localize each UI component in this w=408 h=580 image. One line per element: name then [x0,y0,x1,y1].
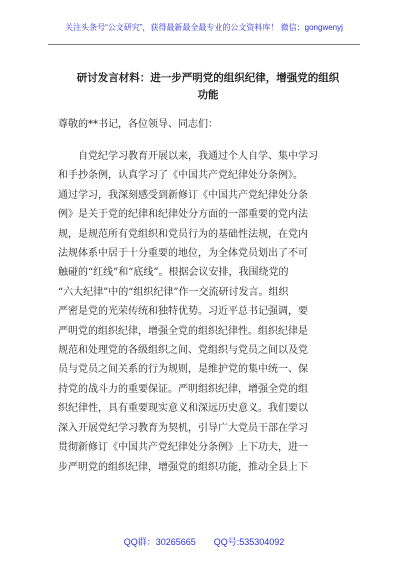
body-line: 触碰的“红线”和“底线”。根据会议安排，我围绕党的 [58,267,289,279]
body-line: 贯彻新修订《中国共产党纪律处分条例》上下功夫，进一 [58,442,308,454]
body-line: 持党的战斗力的重要保证。严明组织纪律，增强全党的组 [58,383,308,395]
title-line: 功能 [197,89,219,101]
body-line: 织纪律性，具有重要现实意义和深远历史意义。我们要以 [58,403,308,415]
body-line: 规，是规范所有党组织和党员行为的基础性法规，在党内 [58,228,308,240]
body-line: 通过学习，我深刻感受到新修订《中国共产党纪律处分条 [58,189,308,201]
body-line: 法规体系中居于十分重要的地位，为全体党员划出了不可 [58,248,308,260]
title-line: 研讨发言材料：进一步严明党的组织纪律，增强党的组织 [76,72,340,84]
body-line: 规范和处理党的各级组织之间、党组织与党员之间以及党 [58,345,308,357]
body-line: 严密是党的光荣传统和独特优势。习近平总书记强调，要 [58,306,308,318]
body-line: 自党纪学习教育开展以来，我通过个人自学、集中学习 [58,151,318,162]
body-line: 深入开展党纪学习教育为契机，引导广大党员干部在学习 [58,422,308,434]
body-line: 员与党员之间关系的行为规则，是维护党的集中统一、保 [58,364,308,376]
header-divider [48,44,360,45]
body-line: 严明党的组织纪律，增强全党的组织纪律性。组织纪律是 [58,325,308,337]
body-line: “六大纪律”中的“组织纪律”作一交流研讨发言。组织 [58,286,289,298]
salutation: 尊敬的**书记，各位领导、同志们： [58,119,218,130]
document-title [58,70,358,104]
header-promo: 关注头条号“公文研究”，获得最新最全最专业的公文资料库！ 微信：gongwenyj [65,23,343,32]
document-body [58,147,358,477]
footer-contact: QQ群：30265665 QQ号:535304092 [123,537,285,547]
body-line: 步严明党的组织纪律，增强党的组织功能，推动全县上下 [58,461,308,473]
body-line: 例》是关于党的纪律和纪律处分方面的一部重要的党内法 [58,209,308,221]
body-line: 和手抄条例，认真学习了《中国共产党纪律处分条例》。 [58,170,303,182]
